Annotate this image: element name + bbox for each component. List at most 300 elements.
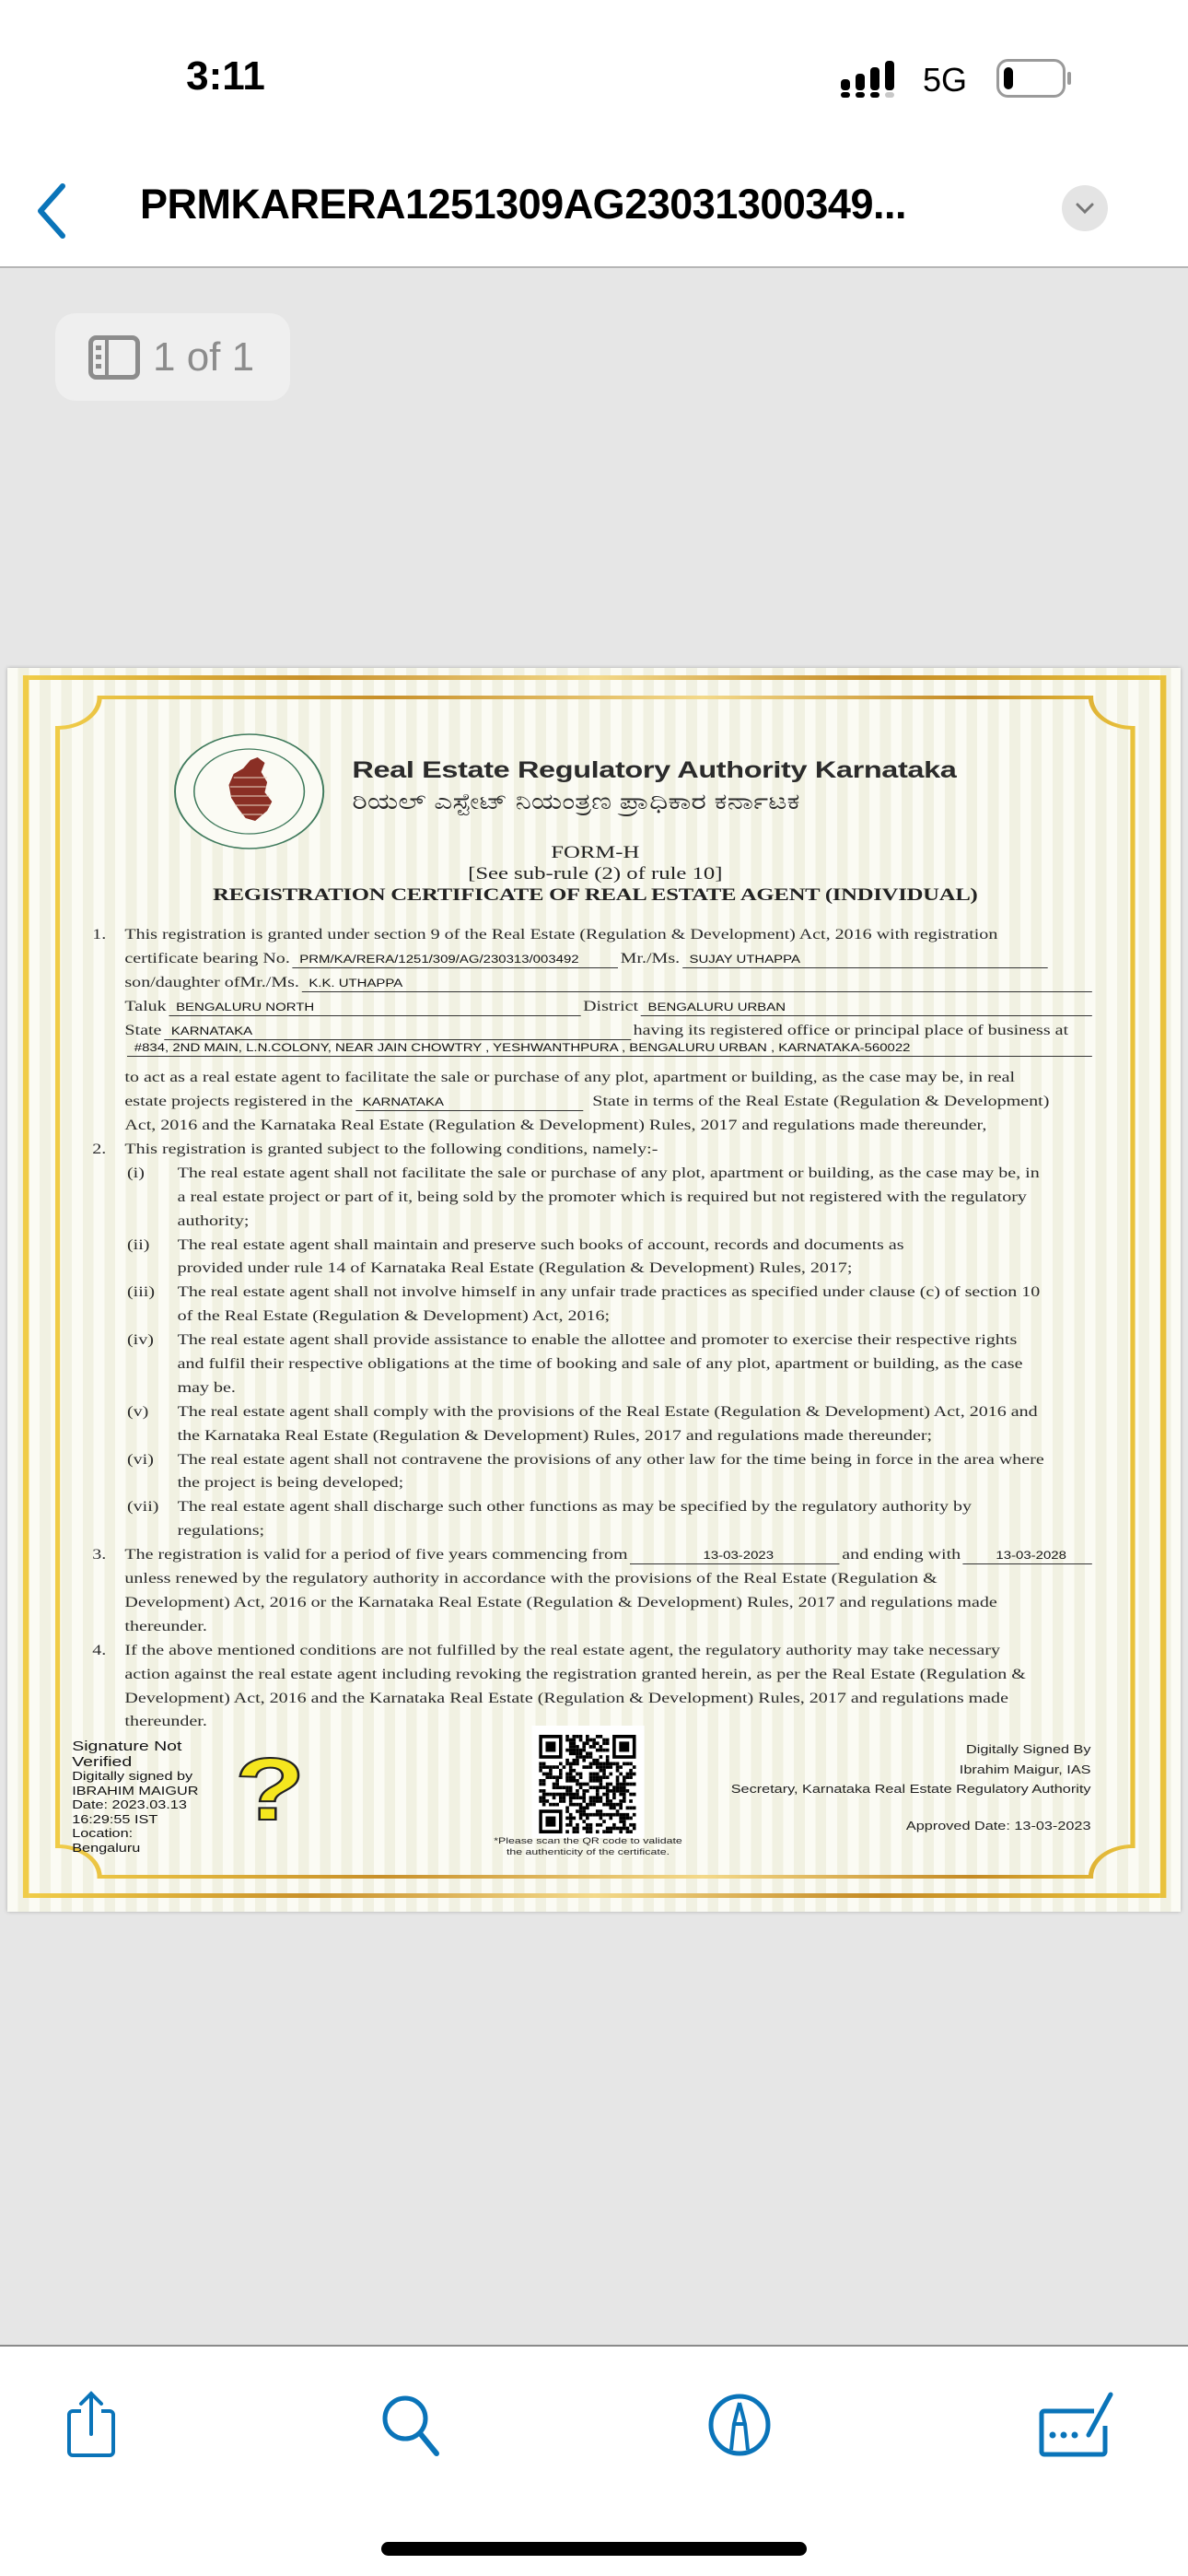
condition-text: The real estate agent shall provide assistance to enable the allottee and promoter to exercise their respective rights (177, 1332, 1018, 1349)
qr-module (542, 1796, 546, 1799)
qr-module (586, 1806, 589, 1809)
condition-label: (ii) (127, 1236, 150, 1253)
qr-module (582, 1813, 586, 1817)
qr-module (549, 1769, 553, 1773)
qr-module (612, 1827, 616, 1831)
qr-module (626, 1789, 630, 1793)
qr-module (555, 1786, 559, 1789)
qr-module (586, 1741, 589, 1745)
qr-module (619, 1783, 623, 1786)
clause-text: Development) Act, 2016 and the Karnataka Real Estate (Regulation & Development) Rules, 2017 and regulations made (124, 1690, 1008, 1706)
qr-module (549, 1775, 553, 1779)
qr-module (600, 1749, 603, 1752)
qr-module (569, 1796, 573, 1799)
clause-1-line (7, 995, 1094, 1019)
qr-module (616, 1762, 620, 1766)
qr-module (619, 1786, 623, 1789)
condition-line (7, 1186, 1094, 1210)
qr-module (553, 1783, 556, 1786)
signature-validity-block[interactable] (72, 1739, 198, 1856)
signatory-name: Ibrahim Maigur, IAS (959, 1762, 1091, 1776)
qr-module (596, 1823, 600, 1827)
qr-module (573, 1741, 577, 1745)
qr-module (596, 1773, 600, 1776)
qr-module (633, 1806, 636, 1809)
qr-module (542, 1803, 546, 1807)
markup-icon[interactable] (707, 2391, 772, 2459)
qr-module (569, 1789, 573, 1793)
qr-module (565, 1809, 569, 1813)
qr-module (592, 1773, 596, 1776)
condition-label: (vii) (127, 1499, 159, 1516)
qr-module (609, 1799, 612, 1803)
signatory-designation: Secretary, Karnataka Real Estate Regulatory Authority (730, 1783, 1091, 1797)
signature-unverified-question-icon[interactable]: ? (234, 1740, 306, 1839)
back-chevron-icon[interactable] (31, 182, 72, 240)
qr-module (600, 1823, 603, 1827)
qr-module (549, 1765, 553, 1769)
qr-module (589, 1786, 593, 1789)
title-menu-button[interactable] (1062, 185, 1108, 231)
clause-1-line (7, 1090, 1094, 1114)
qr-module (623, 1817, 626, 1821)
qr-module (586, 1830, 589, 1833)
search-icon[interactable] (378, 2391, 442, 2459)
certificate-title: REGISTRATION CERTIFICATE OF REAL ESTATE AGENT (INDIVIDUAL) (213, 885, 978, 905)
sub-rule-reference: [See sub-rule (2) of rule 10] (468, 864, 723, 884)
clause-text: and ending with (842, 1547, 961, 1563)
qr-module (596, 1809, 600, 1813)
qr-module (592, 1741, 596, 1745)
clause-text: estate projects registered in the (124, 1094, 354, 1110)
qr-module (573, 1817, 577, 1821)
district-field: BENGALURU URBAN (641, 1001, 1092, 1016)
qr-module (606, 1813, 610, 1817)
qr-module (623, 1775, 626, 1779)
qr-module (539, 1765, 542, 1769)
qr-module (619, 1773, 623, 1776)
qr-module (539, 1799, 542, 1803)
qr-module (586, 1803, 589, 1807)
condition-label: (vi) (127, 1451, 154, 1468)
qr-module (629, 1793, 633, 1797)
clause-text: son/daughter ofMr./Ms. (124, 974, 299, 990)
condition-text: may be. (177, 1379, 236, 1396)
qr-module (623, 1789, 626, 1793)
qr-module (555, 1779, 559, 1783)
qr-module (602, 1813, 606, 1817)
qr-module (619, 1806, 623, 1809)
clause-number: 1. (92, 927, 107, 943)
qr-module (582, 1765, 586, 1769)
qr-module (565, 1823, 569, 1827)
qr-module (623, 1820, 626, 1823)
clause-number: 2. (92, 1142, 107, 1158)
qr-module (589, 1803, 593, 1807)
qr-module (542, 1765, 546, 1769)
qr-module (589, 1745, 593, 1749)
condition-line (7, 1400, 1094, 1424)
qr-module (576, 1827, 579, 1831)
qr-module (612, 1813, 616, 1817)
clause-number: 3. (92, 1547, 107, 1563)
chevron-down-icon (1075, 202, 1095, 215)
conditions-list (7, 1162, 1181, 1543)
qr-module (606, 1789, 610, 1793)
qr-module (606, 1759, 610, 1762)
qr-module (616, 1813, 620, 1817)
clause-1-line (7, 1019, 1094, 1043)
qr-module (619, 1765, 623, 1769)
qr-module (629, 1762, 633, 1766)
qr-module (563, 1765, 566, 1769)
clause-text: thereunder. (124, 1714, 207, 1730)
qr-module (573, 1827, 577, 1831)
network-type: 5G (923, 61, 968, 99)
qr-code (539, 1735, 635, 1833)
qr-module (542, 1762, 546, 1766)
qr-module (579, 1796, 583, 1799)
qr-module (582, 1759, 586, 1762)
qr-module (579, 1755, 583, 1759)
clause-1-line (7, 1066, 1094, 1090)
qr-module (563, 1799, 566, 1803)
qr-module (600, 1745, 603, 1749)
qr-module (589, 1823, 593, 1827)
qr-module (596, 1793, 600, 1797)
approved-date: Approved Date: 13-03-2023 (905, 1820, 1091, 1832)
qr-module (616, 1786, 620, 1789)
qr-module (565, 1786, 569, 1789)
qr-module (569, 1799, 573, 1803)
qr-module (592, 1813, 596, 1817)
qr-module (619, 1793, 623, 1797)
qr-module (569, 1803, 573, 1807)
qr-module (559, 1775, 563, 1779)
qr-module (542, 1793, 546, 1797)
qr-module (579, 1773, 583, 1776)
qr-module (616, 1827, 620, 1831)
qr-module (602, 1762, 606, 1766)
qr-module (606, 1762, 610, 1766)
qr-module (565, 1817, 569, 1821)
qr-caption (462, 1836, 714, 1858)
qr-module (573, 1759, 577, 1762)
qr-module (592, 1803, 596, 1807)
qr-module (539, 1779, 542, 1783)
qr-module (602, 1769, 606, 1773)
clause-text: unless renewed by the regulatory authority in accordance with the provisions of the Real Estate (Regulation & (124, 1571, 938, 1587)
qr-module (555, 1793, 559, 1797)
qr-module (573, 1762, 577, 1766)
qr-module (606, 1827, 610, 1831)
qr-module (589, 1739, 593, 1742)
qr-module (602, 1775, 606, 1779)
qr-module (592, 1796, 596, 1799)
condition-line (7, 1519, 1094, 1543)
qr-module (569, 1779, 573, 1783)
document-title[interactable]: PRMKARERA1251309AG23031300349... (140, 181, 906, 228)
condition-line (7, 1329, 1094, 1352)
qr-module (576, 1789, 579, 1793)
qr-module (609, 1830, 612, 1833)
qr-module (576, 1793, 579, 1797)
projects-state-field: KARNATAKA (355, 1096, 583, 1111)
qr-module (582, 1789, 586, 1793)
qr-module (629, 1799, 633, 1803)
navigation-bar (0, 147, 1188, 268)
qr-module (559, 1799, 563, 1803)
qr-module (626, 1817, 630, 1821)
condition-text: the project is being developed; (177, 1475, 404, 1492)
qr-module (542, 1799, 546, 1803)
qr-module (545, 1765, 549, 1769)
qr-module (623, 1793, 626, 1797)
qr-module (582, 1793, 586, 1797)
fill-and-sign-icon[interactable] (1037, 2391, 1116, 2459)
qr-module (589, 1813, 593, 1817)
condition-text: authority; (177, 1212, 250, 1229)
home-indicator[interactable] (381, 2542, 807, 2556)
qr-module (573, 1830, 577, 1833)
qr-module (569, 1817, 573, 1821)
qr-module (602, 1773, 606, 1776)
qr-module (553, 1796, 556, 1799)
qr-module (626, 1773, 630, 1776)
qr-module (606, 1786, 610, 1789)
valid-to-field: 13-03-2028 (963, 1550, 1092, 1564)
valid-from-field: 13-03-2023 (630, 1550, 840, 1564)
signature-detail: Location: (72, 1827, 134, 1841)
clause-3-line (7, 1567, 1094, 1591)
qr-module (573, 1751, 577, 1755)
qr-module (602, 1749, 606, 1752)
qr-module (576, 1796, 579, 1799)
qr-module (589, 1775, 593, 1779)
qr-module (582, 1806, 586, 1809)
qr-module (569, 1793, 573, 1797)
clause-2-line (7, 1138, 1094, 1162)
qr-module (596, 1799, 600, 1803)
qr-module (579, 1749, 583, 1752)
qr-module (626, 1775, 630, 1779)
signature-status: Signature Not (72, 1739, 182, 1754)
clause-text: State (124, 1022, 162, 1038)
qr-module (559, 1773, 563, 1776)
qr-module (576, 1783, 579, 1786)
qr-module (612, 1823, 616, 1827)
qr-module (629, 1806, 633, 1809)
qr-module (616, 1803, 620, 1807)
status-time: 3:11 (186, 53, 265, 99)
qr-module (569, 1769, 573, 1773)
qr-module (539, 1783, 542, 1786)
qr-module (589, 1751, 593, 1755)
qr-module (573, 1793, 577, 1797)
qr-module (602, 1741, 606, 1745)
qr-module (616, 1789, 620, 1793)
qr-module (569, 1773, 573, 1776)
qr-module (559, 1762, 563, 1766)
qr-module (569, 1765, 573, 1769)
qr-module (542, 1779, 546, 1783)
clause-3-line (7, 1543, 1094, 1567)
qr-module (623, 1799, 626, 1803)
qr-module (573, 1796, 577, 1799)
qr-module (629, 1823, 633, 1827)
qr-module (553, 1803, 556, 1807)
clause-text: to act as a real estate agent to facilitate the sale or purchase of any plot, apartment or building, as the case may be, in real (124, 1070, 1016, 1086)
qr-module (542, 1789, 546, 1793)
sidebar-icon (88, 335, 140, 380)
qr-module (600, 1796, 603, 1799)
qr-module (633, 1773, 636, 1776)
condition-text: The real estate agent shall not facilitate the sale or purchase of any plot, apartment or building, as the case may be, in (177, 1165, 1040, 1181)
qr-module (623, 1796, 626, 1799)
qr-module (606, 1803, 610, 1807)
qr-module (569, 1762, 573, 1766)
condition-text: the Karnataka Real Estate (Regulation & Development) Rules, 2017 and regulations made thereunder; (177, 1427, 933, 1444)
status-bar (0, 0, 1188, 147)
qr-module (596, 1813, 600, 1817)
qr-module (596, 1779, 600, 1783)
qr-module (592, 1775, 596, 1779)
condition-text: a real estate project or part of it, being sold by the promoter which is required but not registered with the regulatory (177, 1188, 1027, 1205)
share-icon[interactable] (59, 2391, 123, 2459)
qr-module (539, 1789, 542, 1793)
certificate-body (7, 923, 1181, 1734)
qr-module (579, 1813, 583, 1817)
qr-module (565, 1762, 569, 1766)
qr-module (633, 1823, 636, 1827)
clause-3-line (7, 1615, 1094, 1639)
qr-module (626, 1783, 630, 1786)
qr-module (579, 1786, 583, 1789)
page-indicator[interactable] (55, 313, 290, 401)
qr-module (553, 1786, 556, 1789)
qr-module (592, 1786, 596, 1789)
qr-module (623, 1783, 626, 1786)
qr-module (606, 1799, 610, 1803)
clause-1-line (7, 947, 1094, 971)
clause-4-line (7, 1663, 1094, 1687)
qr-module (569, 1739, 573, 1742)
qr-module (619, 1827, 623, 1831)
agent-name-field: SUJAY UTHAPPA (682, 954, 1047, 968)
clause-4-line (7, 1687, 1094, 1711)
qr-module (619, 1799, 623, 1803)
condition-line (7, 1424, 1094, 1448)
qr-module (565, 1806, 569, 1809)
qr-module (600, 1765, 603, 1769)
qr-module (609, 1813, 612, 1817)
qr-module (569, 1741, 573, 1745)
qr-module (606, 1783, 610, 1786)
qr-module (582, 1749, 586, 1752)
signature-status: Verified (72, 1753, 133, 1770)
qr-module (629, 1817, 633, 1821)
qr-module (606, 1741, 610, 1745)
qr-module (629, 1773, 633, 1776)
clause-text: If the above mentioned conditions are not fulfilled by the real estate agent, the regulatory authority may take necessary (124, 1642, 1000, 1658)
qr-module (586, 1739, 589, 1742)
address-field: #834, 2ND MAIN, L.N.COLONY, NEAR JAIN CHOWTRY , YESHWANTHPURA , BENGALURU URBAN , KARNATAKA-560022 (127, 1042, 1092, 1057)
digital-signature-block (726, 1740, 1091, 1800)
qr-module (623, 1827, 626, 1831)
qr-module (616, 1783, 620, 1786)
signature-detail: Date: 2023.03.13 (72, 1798, 187, 1812)
qr-caption-line: the authenticity of the certificate. (506, 1847, 670, 1857)
qr-module (612, 1806, 616, 1809)
qr-module (616, 1769, 620, 1773)
qr-module (549, 1803, 553, 1807)
clause-4-line (7, 1639, 1094, 1663)
qr-module (606, 1830, 610, 1833)
qr-module (589, 1755, 593, 1759)
qr-module (609, 1773, 612, 1776)
qr-module (633, 1813, 636, 1817)
qr-finder-pattern (545, 1817, 555, 1827)
condition-line (7, 1352, 1094, 1376)
qr-module (582, 1741, 586, 1745)
qr-module (565, 1830, 569, 1833)
parent-name-field: K.K. UTHAPPA (302, 978, 1092, 992)
qr-module (602, 1803, 606, 1807)
qr-module (565, 1759, 569, 1762)
qr-module (573, 1739, 577, 1742)
qr-module (559, 1786, 563, 1789)
qr-module (579, 1783, 583, 1786)
qr-module (596, 1789, 600, 1793)
qr-module (579, 1803, 583, 1807)
qr-module (629, 1783, 633, 1786)
qr-module (582, 1820, 586, 1823)
qr-module (555, 1783, 559, 1786)
qr-module (586, 1765, 589, 1769)
qr-module (559, 1793, 563, 1797)
qr-module (569, 1823, 573, 1827)
qr-module (629, 1775, 633, 1779)
qr-module (606, 1796, 610, 1799)
qr-module (576, 1830, 579, 1833)
qr-module (602, 1820, 606, 1823)
qr-module (600, 1769, 603, 1773)
qr-module (606, 1765, 610, 1769)
signature-detail: IBRAHIM MAIGUR (72, 1784, 199, 1797)
qr-module (600, 1813, 603, 1817)
qr-module (589, 1765, 593, 1769)
qr-module (600, 1817, 603, 1821)
qr-module (602, 1793, 606, 1797)
qr-module (542, 1783, 546, 1786)
qr-module (592, 1745, 596, 1749)
qr-module (579, 1806, 583, 1809)
qr-module (569, 1813, 573, 1817)
qr-module (592, 1779, 596, 1783)
clause-text: This registration is granted subject to the following conditions, namely:- (124, 1142, 658, 1158)
clause-1-line (7, 1042, 1094, 1066)
qr-module (579, 1809, 583, 1813)
qr-module (616, 1809, 620, 1813)
state-field: KARNATAKA (164, 1025, 631, 1040)
condition-line (7, 1281, 1094, 1305)
qr-module (606, 1755, 610, 1759)
qr-module (563, 1793, 566, 1797)
qr-module (600, 1786, 603, 1789)
qr-module (623, 1779, 626, 1783)
qr-module (579, 1751, 583, 1755)
qr-module (582, 1799, 586, 1803)
